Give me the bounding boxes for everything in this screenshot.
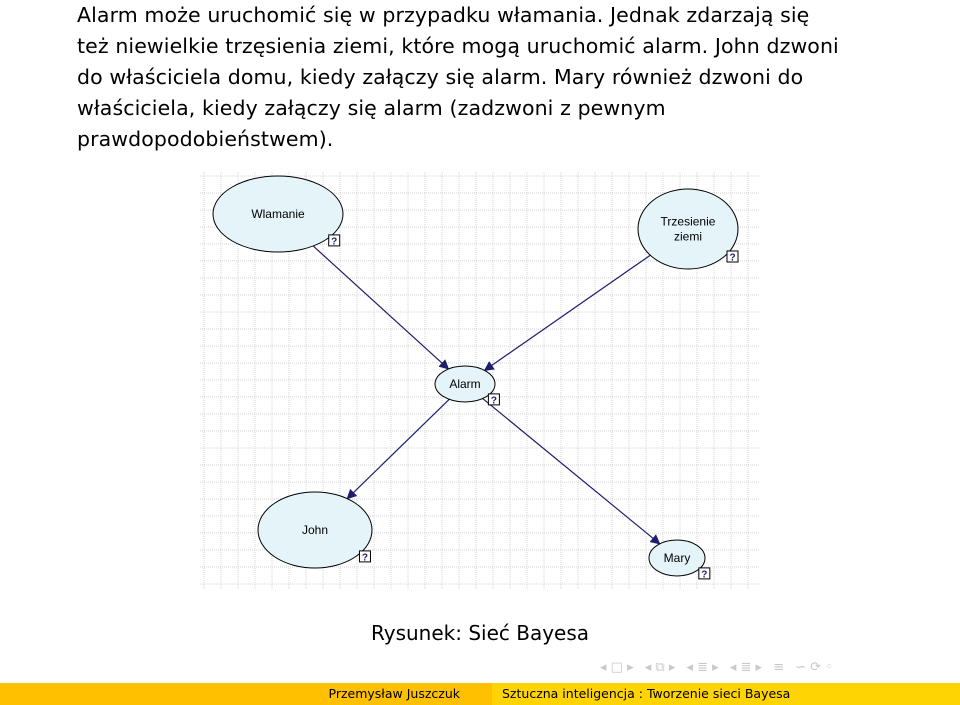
question-badge-icon[interactable] [329,235,340,248]
node-label-mary: Mary [663,551,691,565]
nav-document-icon[interactable]: ◂ ≣ ▸ [729,660,763,675]
edge-trzesienie-to-alarm [485,255,651,370]
node-alarm[interactable] [435,366,499,406]
node-label-trzesienie: Trzesienie [660,214,716,229]
node-label-trzesienie: ziemi [673,229,703,244]
question-badge-icon[interactable] [488,394,499,407]
svg-text:?: ? [361,552,369,564]
node-label-alarm: Alarm [449,377,481,391]
svg-text:?: ? [729,252,736,264]
node-label-john: John [301,523,329,537]
node-mary[interactable] [649,540,710,580]
bayes-network-figure [200,172,760,590]
node-john[interactable] [258,492,372,568]
nav-search-icon[interactable]: ∽ ⟳ ◦ [795,660,833,675]
question-badge-icon[interactable] [727,251,738,264]
svg-text:?: ? [701,569,708,581]
footer-author: Przemysław Juszczuk [0,683,492,705]
text-line-4: właściciela, kiedy załączy się alarm (zadzwoni z pewnym [77,96,666,120]
nav-outline-icon[interactable]: ≡ [773,660,785,675]
bayes-network-diagram [200,172,760,590]
beamer-navigation[interactable] [600,660,960,678]
edge-wlamanie-to-alarm [313,246,448,369]
text-line-3: do właściciela domu, kiedy załączy się alarm. Mary również dzwoni do [77,65,804,89]
node-wlamanie[interactable] [213,176,343,252]
nav-subsection-icon[interactable]: ◂ ⧉ ▸ [644,660,676,675]
nav-frame-icon[interactable]: ◂ □ ▸ [600,660,634,675]
edge-alarm-to-mary [483,399,660,544]
footer-bar [0,683,960,705]
question-badge-icon[interactable] [699,568,710,581]
node-label-wlamanie: Wlamanie [251,207,305,221]
nav-section-icon[interactable]: ◂ ≣ ▸ [686,660,719,675]
text-line-2: też niewielkie trzęsienia ziemi, które mogą uruchomić alarm. John dzwoni [77,34,839,58]
figure-caption: Rysunek: Sieć Bayesa [370,621,590,645]
body-text [77,0,937,155]
text-line-1: Alarm może uruchomić się w przypadku włamania. Jednak zdarzają się [77,3,810,27]
node-trzesienie[interactable] [638,189,738,269]
text-line-5: prawdopodobieństwem). [77,127,334,151]
question-badge-icon[interactable] [359,551,370,564]
footer-title: Sztuczna inteligencja : Tworzenie sieci Bayesa [492,683,960,705]
svg-text:?: ? [331,236,338,248]
svg-text:?: ? [490,395,497,407]
